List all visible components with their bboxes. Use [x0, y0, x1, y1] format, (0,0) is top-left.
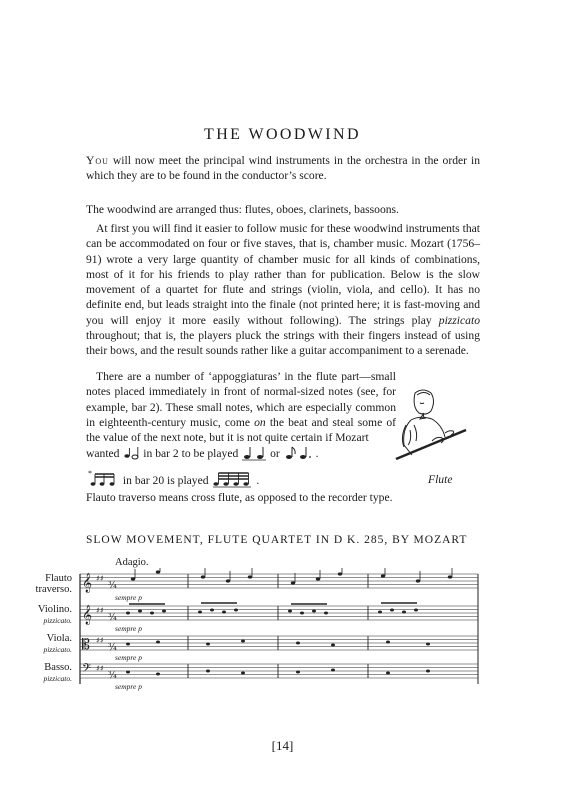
wanted-line — [86, 445, 318, 461]
instrument-name: Violino. — [37, 604, 72, 615]
wanted-middle-text: in bar 2 to be played — [143, 447, 239, 460]
played-notes-a-icon — [241, 445, 267, 461]
svg-text:♯♯: ♯♯ — [96, 606, 104, 615]
appoggiatura-paragraph — [86, 369, 396, 445]
cross-flute-note: Flauto traverso means cross flute, as opposed to the recorder type. — [86, 491, 393, 504]
arrangement-paragraph: The woodwind are arranged thus: flutes, oboes, clarinets, bassoons. — [86, 203, 399, 216]
treble-clef-icon: 𝄞 — [82, 605, 93, 625]
svg-text:♯♯: ♯♯ — [96, 664, 104, 673]
score-heading: SLOW MOVEMENT, FLUTE QUARTET IN D K. 285, BY MOZART — [86, 534, 468, 546]
pizzicato-term: pizzicato — [438, 313, 480, 327]
wanted-end: . — [315, 447, 319, 460]
mozart-text-a: At first you will find it easier to follow music for these woodwind instruments that can be accommodated on four or five staves, that is, chamber music. Mozart (1756–91) wrote a very large quantity of chamber music for all kinds of combinations, most of it for his friends to play rather than for publication. Below is the slow movement of a quartet for flute and strings (violin, viola, and cello). It has no definite end, but leads straight into the finale (not printed here; it is fast-moving and you will enjoy it more easily without following). The strings play — [86, 222, 480, 327]
instrument-sub: pizzicato. — [43, 645, 72, 654]
page-title: THE WOODWIND — [204, 126, 361, 143]
on-term: on — [254, 415, 266, 429]
bar20-end: . — [256, 474, 260, 487]
instrument-sub: pizzicato. — [43, 674, 72, 683]
or-word: or — [270, 447, 280, 460]
instrument-name: Flauto — [45, 573, 72, 584]
mozart-paragraph — [86, 221, 480, 359]
svg-text:¾: ¾ — [108, 643, 117, 653]
instrument-name-2: traverso. — [35, 584, 72, 595]
appog-text-a: There are a number of ‘appoggiaturas’ in the flute part—small notes placed immediately in front of normal-sized notes (see, for example, bar 2). These small notes, which are especially common in eighteenth-century music, come — [86, 370, 396, 429]
dynamic-flute: sempre p — [115, 593, 143, 602]
appog-text-b: the beat and steal some of the value of the next note, but it is not quite certain if Mozart — [86, 415, 396, 445]
dynamic-violin: sempre p — [115, 624, 143, 633]
svg-text:♯♯: ♯♯ — [96, 636, 104, 645]
bass-clef-icon: 𝄢 — [82, 662, 92, 678]
dynamic-viola: sempre p — [115, 653, 143, 662]
bar20-line — [86, 470, 259, 488]
intro-text: will now meet the principal wind instruments in the orchestra in the order in which they are to be found in the conductor’s score. — [86, 154, 480, 183]
instrument-violin — [0, 604, 72, 626]
played-notes-b-icon — [283, 445, 313, 461]
svg-text:♯♯: ♯♯ — [96, 574, 104, 583]
barlines — [188, 574, 368, 678]
wanted-word: wanted — [86, 447, 120, 460]
page-number: [14] — [271, 738, 294, 753]
staff-bass — [80, 664, 478, 678]
flute-caption: Flute — [428, 473, 453, 486]
mozart-text-b: throughout; that is, the players pluck the strings with their fingers instead of using their bows, and the result sounds rather like a guitar accompaniment to a serenade. — [86, 329, 480, 358]
instrument-bass — [0, 662, 72, 684]
violin-beams — [129, 603, 417, 604]
intro-paragraph — [86, 153, 480, 184]
svg-text:*: * — [88, 470, 92, 478]
staff-violin — [80, 606, 478, 620]
alto-clef-icon: 𝄡 — [82, 637, 90, 653]
bar20-played-notes-icon — [211, 470, 253, 488]
grace-note-icon — [122, 446, 140, 460]
instrument-viola — [0, 633, 72, 655]
tempo-marking: Adagio. — [115, 557, 149, 568]
staff-viola — [80, 636, 478, 650]
flute-player-illustration — [390, 385, 470, 470]
instrument-name: Basso. — [44, 662, 72, 673]
instrument-sub: pizzicato. — [43, 616, 72, 625]
svg-text:¾: ¾ — [108, 613, 117, 623]
svg-text:¾: ¾ — [108, 671, 117, 681]
bar20-grace-notes-icon — [86, 470, 120, 488]
bar20-text: in bar 20 is played — [122, 474, 209, 487]
dynamic-bass: sempre p — [115, 682, 143, 691]
intro-first-word: You — [86, 154, 109, 167]
instrument-name: Viola. — [46, 633, 72, 644]
svg-text:¾: ¾ — [108, 581, 117, 591]
instrument-flute — [0, 573, 72, 595]
treble-clef-icon: 𝄞 — [82, 573, 93, 593]
